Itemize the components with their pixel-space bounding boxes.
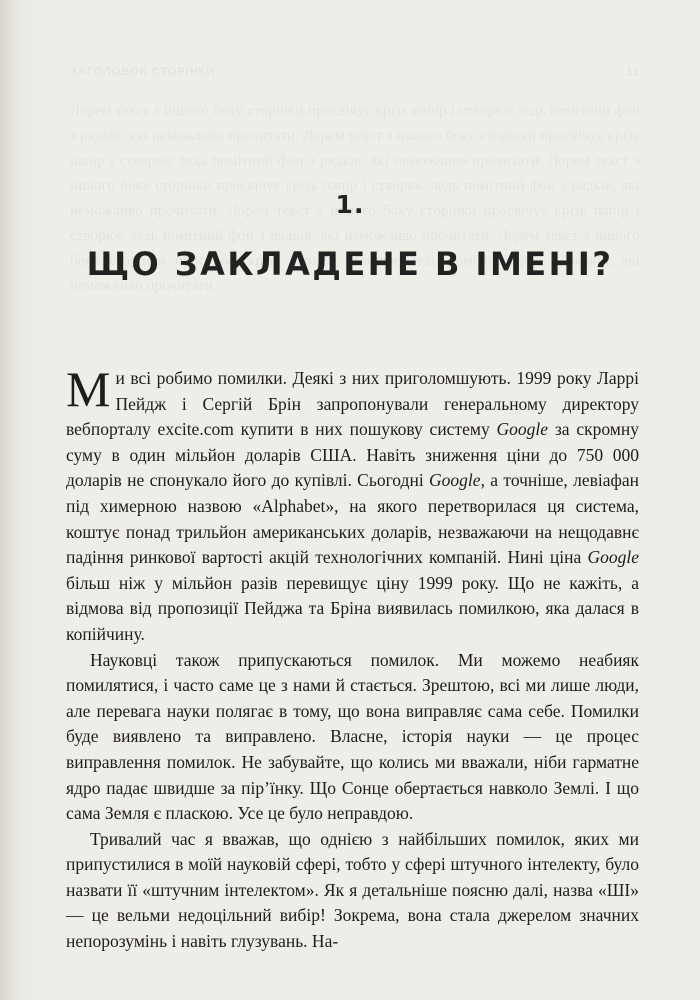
chapter-title: ЩО ЗАКЛАДЕНЕ В ІМЕНІ? (86, 245, 614, 283)
paragraph (66, 648, 639, 827)
text-run: , а точніше, левіафан під химерною назвою «Alphabet», на якого перетворилася ця система, коштує понад трильйон американських доларів, незважаючи на нещодавнє падіння ринкової вартості акцій технологічних компаній. Нині ціна (66, 470, 639, 568)
paragraph (66, 361, 639, 648)
text-run: Тривалий час я вважав, що однією з найбільших помилок, яких ми припустилися в моїй науковій сфері, тобто у сфері штучного інтелекту, було назвати її «штучним інтелектом». Як я детальніше поясню далі, назва «ШІ» — це вельми недоцільний вибір! Зокрема, вона стала джерелом значних непорозумінь і навіть глузувань. На- (66, 828, 639, 952)
drop-cap: М (66, 361, 111, 417)
body-text (66, 361, 639, 955)
italic-run: Google (496, 419, 549, 440)
text-run: Науковці також припускаються помилок. Ми можемо неабияк помилятися, і часто саме це з нами й стається. Зрештою, всі ми лише люди, але перевага науки полягає в тому, що вона виправляє сама себе. Помилки буде виявлено та виправлено. Власне, історія науки — це процес виправлення помилок. Не забувайте, що колись ми вважали, ніби гарматне ядро падає швидше за пір’їнку. Що Сонце обертається навколо Землі. І що сама Земля є пласкою. Усе це було неправдою. (66, 649, 639, 824)
paragraph (66, 827, 639, 955)
text-run: за скромну суму в один мільйон доларів США. Навіть зниження ціни до 750 000 доларів не спонукало його до купівлі. Сьогодні (66, 419, 639, 491)
italic-run: Google (429, 470, 481, 491)
text-run: и всі робимо помилки. Деякі з них приголомшують. 1999 року Ларрі Пейдж і Сергій Брін запропонували генеральному директору вебпорталу excite.com купити в них пошукову систему (66, 368, 639, 440)
text-run: більш ніж у мільйон разів перевищує ціну 1999 року. Що не кажіть, а відмова від пропозиції Пейджа та Бріна виявилась помилкою, яка далася в копійчину. (66, 572, 639, 644)
italic-run: Google (587, 547, 639, 568)
chapter-number: 1. (335, 190, 365, 219)
